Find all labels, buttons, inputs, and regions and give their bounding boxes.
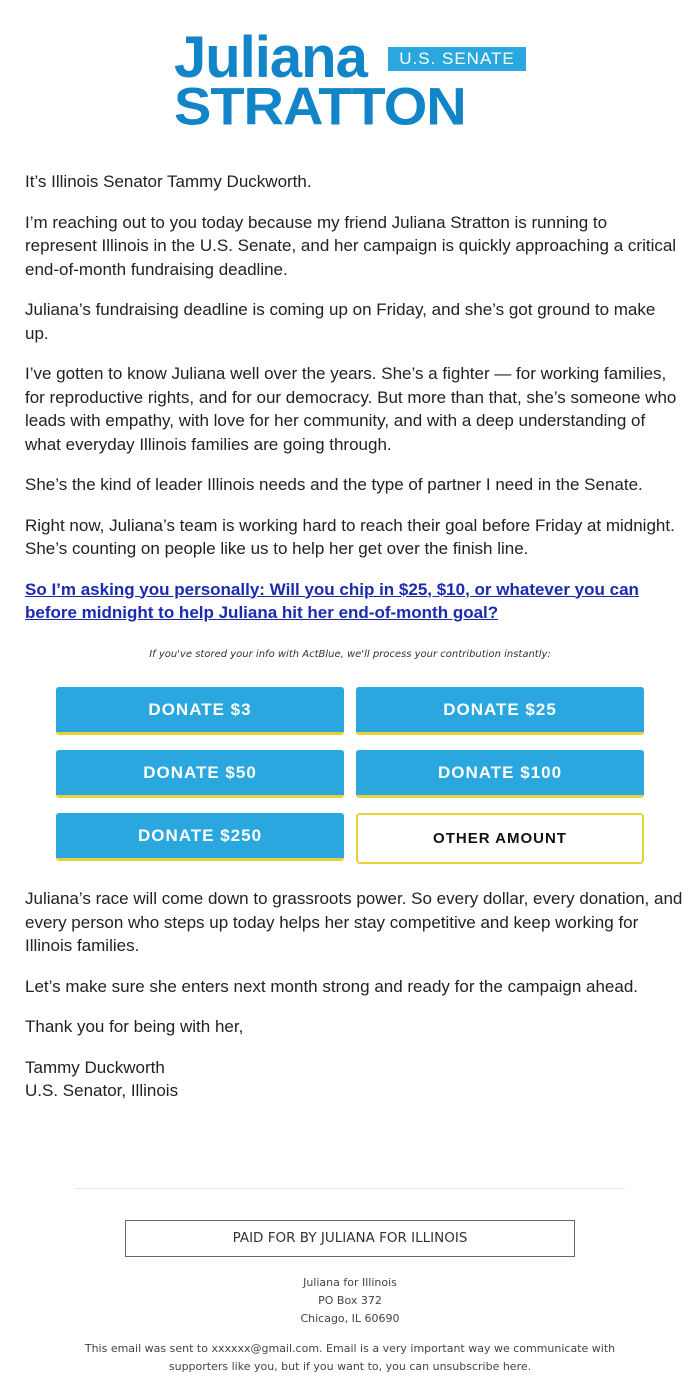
signature (25, 1056, 685, 1103)
recipient-email: xxxxxx@gmail.com (211, 1342, 320, 1355)
body-paragraph: She’s the kind of leader Illinois needs and the type of partner I need in the Senate. (25, 475, 643, 494)
body-paragraph: I’m reaching out to you today because my friend Juliana Stratton is running to represent Illinois in the U.S. Senate, and her campaign is quickly approaching a critical end-of-month fundraising deadline. (25, 212, 677, 279)
address-org: Juliana for Illinois (303, 1276, 397, 1289)
footer-sent-suffix: . Email is a very important way we communicate with supporters like you, but if you want to, you can unsubscribe here. (168, 1342, 616, 1373)
donate-3-button[interactable]: DONATE $3 (56, 687, 344, 735)
signature-title: U.S. Senator, Illinois (25, 1081, 179, 1100)
address-city: Chicago, IL 60690 (300, 1312, 400, 1325)
closing-section (25, 887, 685, 1103)
donate-50-button[interactable]: DONATE $50 (56, 750, 344, 798)
body-paragraph: Right now, Juliana’s team is working hard to reach their goal before Friday at midnight. She’s counting on people like us to help her get over the finish line. (25, 515, 675, 558)
actblue-note: If you've stored your info with ActBlue, we'll process your contribution instantly: (149, 649, 551, 660)
campaign-logo (0, 25, 700, 138)
footer-notice (80, 1340, 620, 1376)
body-paragraph: I’ve gotten to know Juliana well over the years. She’s a fighter — for working families, for reproductive rights, and for our democracy. But more than that, she’s someone who leads with empathy, with love for her community, and with a deep understanding of what everyday Illinois families are going through. (25, 364, 677, 454)
donate-250-button[interactable]: DONATE $250 (56, 813, 344, 861)
signature-name: Tammy Duckworth (25, 1057, 165, 1077)
logo-last-name: STRATTON (174, 76, 466, 137)
logo-senate-badge: U.S. SENATE (388, 47, 526, 71)
address-po-box: PO Box 372 (318, 1294, 382, 1307)
email-body (25, 170, 680, 642)
closing-paragraph: Thank you for being with her, (25, 1017, 244, 1036)
donate-25-button[interactable]: DONATE $25 (356, 687, 644, 735)
closing-paragraph: Let’s make sure she enters next month strong and ready for the campaign ahead. (25, 976, 638, 996)
other-amount-button[interactable]: OTHER AMOUNT (356, 813, 644, 864)
body-paragraph: It’s Illinois Senator Tammy Duckworth. (25, 172, 312, 191)
closing-paragraph: Juliana’s race will come down to grassroots power. So every dollar, every donation, and every person who steps up today helps her stay competitive and keep working for Illinois families. (25, 889, 683, 955)
logo-first-name: Juliana (174, 25, 367, 90)
footer-divider (75, 1188, 625, 1189)
body-paragraph: Juliana’s fundraising deadline is coming up on Friday, and she’s got ground to make up. (25, 300, 656, 343)
paid-for-disclaimer: PAID FOR BY JULIANA FOR ILLINOIS (125, 1220, 575, 1257)
mailing-address (0, 1274, 700, 1328)
donate-100-button[interactable]: DONATE $100 (356, 750, 644, 798)
footer-sent-prefix: This email was sent to (84, 1342, 212, 1355)
donate-ask-link[interactable]: So I’m asking you personally: Will you chip in $25, $10, or whatever you can before midnight to help Juliana hit her end-of-month goal? (25, 579, 639, 622)
